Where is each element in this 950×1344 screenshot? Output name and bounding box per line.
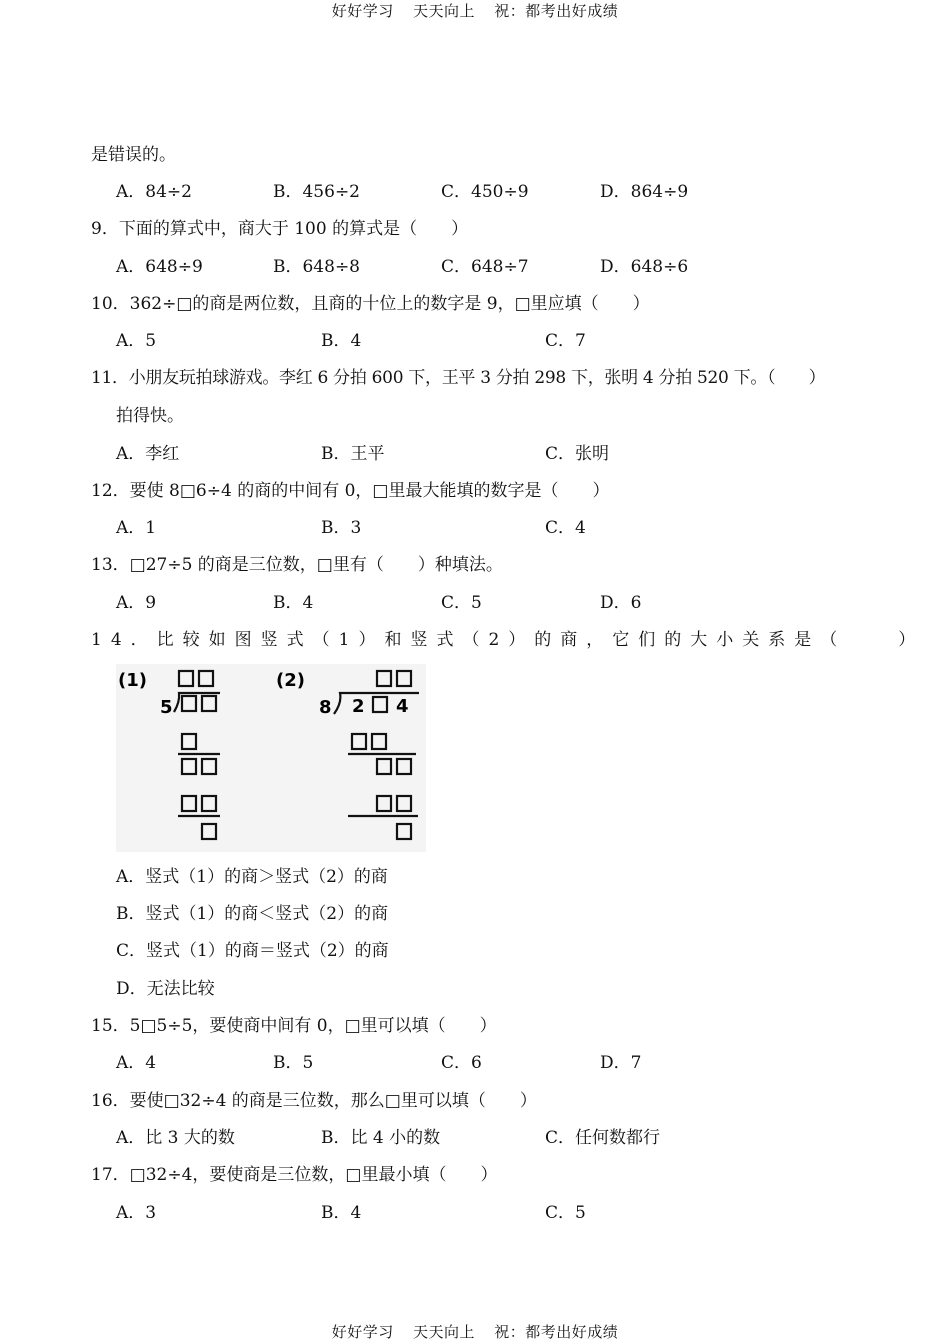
option-a: A．比 3 大的数 bbox=[116, 1128, 235, 1148]
question-16-stem: 16．要使□32÷4 的商是三位数，那么□里可以填（ ） bbox=[91, 1091, 537, 1111]
option-b: B．456÷2 bbox=[273, 182, 361, 202]
option-c: C．6 bbox=[441, 1053, 482, 1073]
question-14-option-c: C．竖式（1）的商＝竖式（2）的商 bbox=[116, 941, 389, 961]
figure-label-2: (2) bbox=[276, 670, 305, 691]
dividend-2-digit-3: 4 bbox=[396, 696, 409, 717]
option-b: B．4 bbox=[321, 331, 362, 351]
option-d: D．648÷6 bbox=[600, 257, 689, 277]
option-c: C．张明 bbox=[545, 444, 610, 464]
footer-text-1: 好好学习 bbox=[331, 1323, 394, 1341]
question-8-stem-continuation: 是错误的。 bbox=[91, 145, 176, 165]
long-division-diagram bbox=[116, 664, 426, 852]
option-a: A．9 bbox=[116, 593, 157, 613]
option-a: A．84÷2 bbox=[116, 182, 192, 202]
figure-label-1: (1) bbox=[118, 670, 147, 691]
divisor-2: 8 bbox=[319, 697, 332, 718]
option-a: A．3 bbox=[116, 1203, 157, 1223]
option-b: B．王平 bbox=[321, 444, 385, 464]
header-text-2: 天天向上 bbox=[412, 2, 475, 20]
option-b: B．比 4 小的数 bbox=[321, 1128, 441, 1148]
dividend-2-digit-1: 2 bbox=[352, 696, 365, 717]
question-11-stem-line-2: 拍得快。 bbox=[116, 406, 184, 426]
option-c: C．任何数都行 bbox=[545, 1128, 661, 1148]
option-d: D．7 bbox=[600, 1053, 642, 1073]
divisor-1: 5 bbox=[160, 697, 173, 718]
option-b: B．4 bbox=[273, 593, 314, 613]
option-c: C．4 bbox=[545, 518, 586, 538]
page-footer bbox=[0, 1321, 950, 1342]
footer-text-2: 天天向上 bbox=[412, 1323, 475, 1341]
page-header bbox=[0, 0, 950, 21]
question-11-stem: 11．小朋友玩拍球游戏。李红 6 分拍 600 下，王平 3 分拍 298 下，张明 4 分拍 520 下。（ ） bbox=[91, 368, 826, 388]
long-division-figure bbox=[116, 664, 426, 852]
option-a: A．5 bbox=[116, 331, 157, 351]
option-c: C．648÷7 bbox=[441, 257, 529, 277]
option-c: C．7 bbox=[545, 331, 586, 351]
option-a: A．4 bbox=[116, 1053, 157, 1073]
option-a: A．1 bbox=[116, 518, 157, 538]
question-15-stem: 15．5□5÷5，要使商中间有 0，□里可以填（ ） bbox=[91, 1016, 497, 1036]
option-c: C．450÷9 bbox=[441, 182, 529, 202]
option-b: B．4 bbox=[321, 1203, 362, 1223]
question-14-option-d: D．无法比较 bbox=[116, 979, 215, 999]
header-text-3: 祝：都考出好成绩 bbox=[494, 2, 619, 20]
header-text-1: 好好学习 bbox=[331, 2, 394, 20]
option-b: B．648÷8 bbox=[273, 257, 361, 277]
question-10-stem: 10．362÷□的商是两位数，且商的十位上的数字是 9，□里应填（ ） bbox=[91, 294, 650, 314]
option-b: B．3 bbox=[321, 518, 362, 538]
question-14-option-a: A．竖式（1）的商＞竖式（2）的商 bbox=[116, 867, 388, 887]
question-9-stem: 9．下面的算式中，商大于 100 的算式是（ ） bbox=[91, 219, 469, 239]
question-17-stem: 17．□32÷4，要使商是三位数，□里最小填（ ） bbox=[91, 1165, 498, 1185]
question-12-stem: 12．要使 8□6÷4 的商的中间有 0，□里最大能填的数字是（ ） bbox=[91, 481, 610, 501]
option-d: D．864÷9 bbox=[600, 182, 689, 202]
option-c: C．5 bbox=[441, 593, 482, 613]
option-c: C．5 bbox=[545, 1203, 586, 1223]
question-13-stem: 13．□27÷5 的商是三位数，□里有（ ）种填法。 bbox=[91, 555, 503, 575]
question-14-option-b: B．竖式（1）的商＜竖式（2）的商 bbox=[116, 904, 389, 924]
footer-text-3: 祝：都考出好成绩 bbox=[494, 1323, 619, 1341]
option-d: D．6 bbox=[600, 593, 642, 613]
option-b: B．5 bbox=[273, 1053, 314, 1073]
option-a: A．李红 bbox=[116, 444, 180, 464]
question-14-stem: 14．比较如图竖式（1）和竖式（2）的商，它们的大小关系是（ ） bbox=[91, 630, 925, 650]
option-a: A．648÷9 bbox=[116, 257, 203, 277]
